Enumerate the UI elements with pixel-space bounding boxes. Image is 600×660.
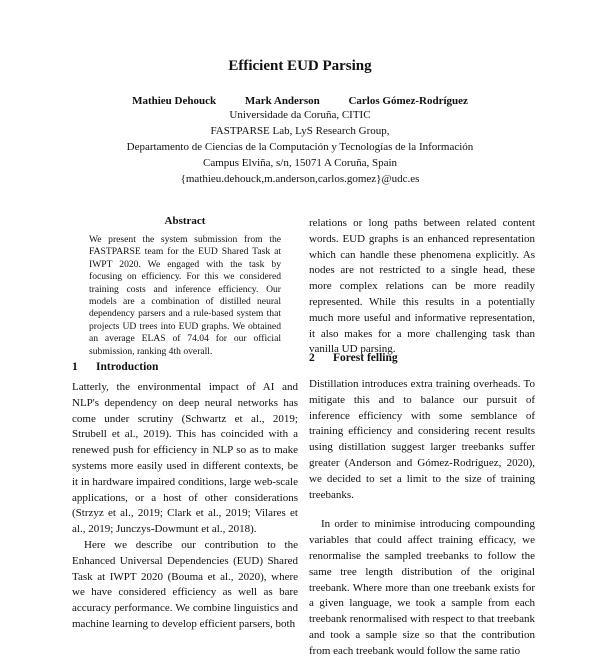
section-number: 2	[309, 352, 315, 364]
left-column-body	[72, 380, 298, 633]
author-list	[0, 95, 600, 107]
author-name: Mark Anderson	[244, 95, 320, 107]
section-title: Forest felling	[333, 352, 398, 364]
right-column-top	[309, 216, 535, 358]
abstract-text: We present the system submission from the FASTPARSE team for the EUD Shared Task at IWPT 2020. We engaged with the task by focusing on efficiency. For this we considered training costs and inference efficiency. Our models are a combination of distilled neural dependency parsers and a rule-based system that projects UD trees into EUD graphs. We obtained an average ELAS of 74.04 for our official submission, ranking 4th overall.	[89, 234, 281, 357]
affiliation-line: Universidade da Coruña, CITIC	[229, 109, 371, 121]
abstract-heading: Abstract	[164, 215, 206, 227]
paragraph: Here we describe our contribution to the Enhanced Universal Dependencies (EUD) Shared Task at IWPT 2020 (Bouma et al., 2020), where we have considered efficiency as well as bare accuracy performance. We combine linguistics and machine learning to develop efficient parsers, both	[72, 538, 298, 630]
affiliation-line: FASTPARSE Lab, LyS Research Group,	[210, 125, 390, 137]
author-emails: {mathieu.dehouck,m.anderson,carlos.gomez}@udc.es	[180, 173, 420, 185]
affiliation-line: Campus Elviña, s/n, 15071 A Coruña, Spain	[202, 157, 398, 169]
affiliation-line: Departamento de Ciencias de la Computación y Tecnologías de la Información	[126, 141, 474, 153]
right-column-body	[309, 377, 535, 660]
author-name: Mathieu Dehouck	[132, 95, 217, 107]
paper-title: Efficient EUD Parsing	[228, 58, 372, 74]
paragraph: Latterly, the environmental impact of AI and NLP's dependency on deep neural networks has come under scrutiny (Schwartz et al., 2019; Strubell et al., 2019). This has coincided with a renewed push for efficiency in NLP so as to make systems more easily used in different contexts, be it in hardware impaired conditions, large web-scale applications, or a host of other considerations (Strzyz et al., 2019; Clark et al., 2019; Vilares et al., 2019; Junczys-Dowmunt et al., 2018).	[72, 381, 298, 536]
section-heading-introduction	[72, 361, 158, 373]
section-heading-forest-felling	[309, 352, 398, 364]
section-number: 1	[72, 361, 78, 373]
paragraph: Distillation introduces extra training overheads. To mitigate this and to balance our pursuit of inference efficiency with some semblance of training efficiency and considering recent results using distillation suggest larger treebanks suffer greater (Anderson and Gómez-Rodríguez, 2020), we decided to set a limit to the size of training treebanks.	[309, 378, 535, 501]
paragraph: relations or long paths between related content words. EUD graphs is an enhanced representation which can handle these phenomena explicitly. As nodes are not restricted to a single head, these more complex relations can be more readily represented. While this results in a potentially much more useful and informative representation, it also makes for a more challenging task than vanilla UD parsing.	[309, 217, 535, 356]
author-name: Carlos Gómez-Rodríguez	[348, 95, 468, 107]
paragraph: In order to minimise introducing compounding variables that could affect training efficacy, we renormalise the sampled treebanks to follow the same tree length distribution of the original treebank. Where more than one treebank exists for a given language, we took a sample from each treebank renormalised with respect to that treebank and took a sample size so that the contribution from each treebank would follow the same ratio	[309, 518, 535, 657]
section-title: Introduction	[96, 361, 159, 373]
